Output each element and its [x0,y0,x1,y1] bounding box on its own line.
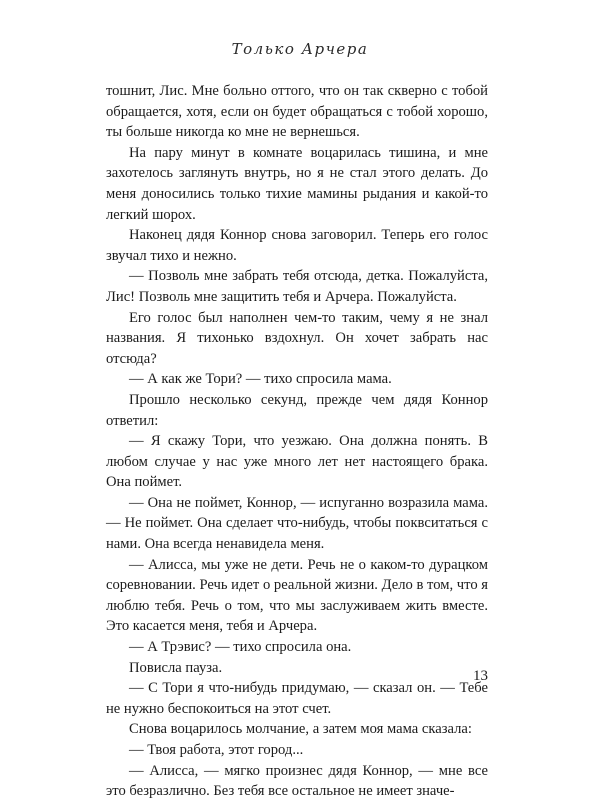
paragraph-9: — Она не поймет, Коннор, — испуганно возразила мама. — Не поймет. Она сделает что-нибудь, чтобы поквситаться с нами. Она всегда ненавидела меня. [106,494,488,553]
paragraph-2: На пару минут в комнате воцарилась тишина, и мне захотелось заглянуть внутрь, но я не стал этого делать. До меня доносились только тихие мамины рыдания и какой-то легкий шорох. [106,144,488,223]
running-head: Только Арчера [231,40,369,58]
paragraph-14: Снова воцарилось молчание, а затем моя мама сказала: [129,721,472,738]
paragraph-4: — Позволь мне забрать тебя отсюда, детка. Пожалуйста, Лис! Позволь мне защитить тебя и Арчера. Пожалуйста. [106,268,488,305]
paragraph-6: — А как же Тори? — тихо спросила мама. [129,371,392,388]
paragraph-10: — Алисса, мы уже не дети. Речь не о каком-то дурацком соревновании. Речь идет о реальной жизни. Дело в том, что я люблю тебя. Речь о том, что мы заслуживаем жить вместе. Это касается меня, тебя и Арчера. [106,556,488,635]
paragraph-8: — Я скажу Тори, что уезжаю. Она должна понять. В любом случае у нас уже много лет нет настоящего брака. Она поймет. [106,433,488,491]
paragraph-11: — А Трэвис? — тихо спросила она. [129,639,352,656]
paragraph-1: тошнит, Лис. Мне больно оттого, что он так скверно с тобой обращается, хотя, если он будет обращаться с тобой хорошо, ты больше никогда ко мне не вернешься. [106,83,488,141]
page-number: 13 [473,668,488,684]
paragraph-5: Его голос был наполнен чем-то таким, чему я не знал названия. Я тихонько вздохнул. Он хочет забрать нас отсюда? [106,309,488,367]
paragraph-13: — С Тори я что-нибудь придумаю, — сказал он. — Тебе не нужно беспокоиться на этот счет. [106,680,488,717]
paragraph-12: Повисла пауза. [129,659,223,676]
paragraph-3: Наконец дядя Коннор снова заговорил. Теперь его голос звучал тихо и нежно. [106,227,488,264]
paragraph-7: Прошло несколько секунд, прежде чем дядя Коннор ответил: [106,391,488,429]
paragraph-15: — Твоя работа, этот город... [129,742,304,758]
paragraph-16: — Алисса, — мягко произнес дядя Коннор, — мне все это безразлично. Без тебя все остальное не имеет значе- [106,762,488,800]
body-text [106,81,488,802]
